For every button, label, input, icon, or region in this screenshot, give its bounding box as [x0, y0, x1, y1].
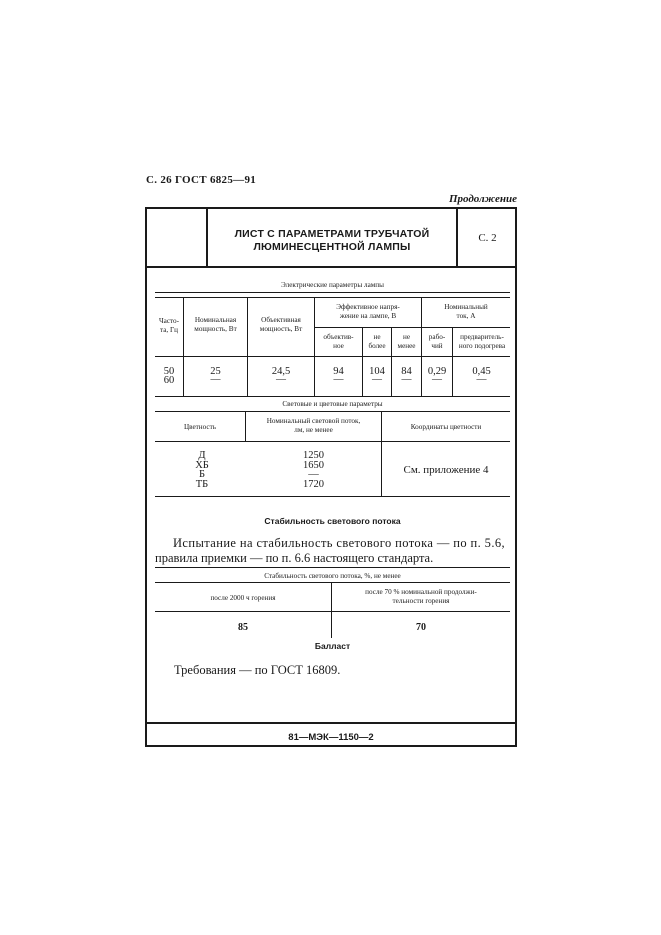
header-voltage-min: не менее	[397, 333, 416, 350]
ballast-text: Требования — по ГОСТ 16809.	[174, 663, 341, 677]
header-frequency: Часто- та, Гц	[158, 317, 180, 334]
header-color-coords: Координаты цветности	[410, 423, 482, 431]
header-effective-voltage: Эффективное напря- жение на лампе, В	[336, 303, 400, 320]
flux-value: 1650	[303, 459, 324, 471]
header-voltage-objective: объектив- ное	[323, 333, 354, 350]
cell-objective-power: 24,5	[271, 366, 291, 377]
document-title-line2: ЛЮМИНЕСЦЕНТНОЙ ЛАМПЫ	[253, 241, 411, 253]
stability-col1-header: после 2000 ч горения	[210, 594, 276, 602]
cell-freq-50: 50	[163, 366, 175, 377]
color-item: ХБ	[195, 459, 209, 471]
color-item: Д	[198, 450, 206, 461]
cell-voltage-objective: 94	[333, 366, 344, 377]
header-current-preheat: предваритель- ного подогрева	[458, 333, 506, 350]
light-caption: Световые и цветовые параметры	[282, 400, 383, 408]
cell-dash: —	[432, 374, 442, 385]
sheet-number: С. 2	[478, 232, 497, 244]
cell-dash: —	[210, 374, 221, 385]
rule	[155, 567, 510, 568]
cell-dash: —	[276, 374, 286, 385]
color-item: Б	[198, 469, 206, 480]
stability-title: Стабильность светового потока	[264, 516, 401, 526]
flux-value: 1250	[303, 450, 324, 461]
header-luminous-flux: Номинальный световой поток, лм, не менее	[266, 417, 361, 434]
rule	[314, 327, 510, 328]
header-color: Цветность	[183, 423, 217, 431]
title-divider-left	[206, 209, 208, 268]
cell-current-preheat: 0,45	[472, 366, 491, 377]
cell-freq-60: 60	[163, 375, 175, 386]
rule	[155, 496, 510, 497]
document-title	[210, 228, 454, 254]
rule	[155, 356, 510, 357]
title-divider-right	[456, 209, 458, 268]
footer-rule	[145, 722, 517, 724]
cell-voltage-min: 84	[401, 366, 412, 377]
cell-dash: —	[372, 374, 382, 385]
header-current-working: рабо- чий	[428, 333, 446, 350]
rule	[155, 411, 510, 412]
flux-value: 1720	[303, 478, 324, 490]
footer-code: 81—МЭК—1150—2	[288, 732, 374, 743]
continuation-label: Продолжение	[448, 193, 517, 205]
color-list	[190, 451, 214, 489]
header-nominal-current: Номинальный ток, А	[444, 303, 488, 320]
stability-col2-header: после 70 % номинальной продолжи- тельности горения	[365, 588, 477, 605]
cell-voltage-max: 104	[369, 366, 385, 377]
header-voltage-max: не более	[368, 333, 386, 350]
rule	[155, 582, 510, 583]
rule	[155, 611, 510, 612]
cell-current-working: 0,29	[427, 366, 447, 377]
color-item: ТБ	[195, 478, 209, 490]
document-title-line1: ЛИСТ С ПАРАМЕТРАМИ ТРУБЧАТОЙ	[234, 228, 430, 240]
stability-paragraph: Испытание на стабильность светового потока — по п. 5.6, правила приемки — по п. 6.6 настоящего стандарта.	[155, 536, 506, 565]
rule	[155, 396, 510, 397]
color-coords-value: См. приложение 4	[403, 464, 489, 476]
page-header: С. 26 ГОСТ 6825—91	[146, 174, 257, 186]
cell-nominal-power: 25	[210, 366, 221, 377]
cell-dash: —	[333, 374, 344, 385]
rule	[155, 441, 510, 442]
stability-caption: Стабильность светового потока, %, не менее	[264, 572, 401, 580]
flux-list	[246, 451, 381, 489]
header-objective-power: Объективная мощность, Вт	[259, 316, 303, 333]
ballast-title: Балласт	[314, 641, 351, 651]
cell-dash: —	[401, 374, 412, 385]
cell-dash: —	[476, 374, 487, 385]
rule	[155, 292, 510, 293]
stability-value-2: 70	[416, 622, 426, 633]
flux-value: —	[308, 469, 319, 480]
rule	[155, 297, 510, 298]
electrical-caption: Электрические параметры лампы	[280, 281, 384, 289]
header-nominal-power: Номинальная мощность, Вт	[194, 316, 237, 333]
stability-value-1: 85	[238, 622, 248, 633]
